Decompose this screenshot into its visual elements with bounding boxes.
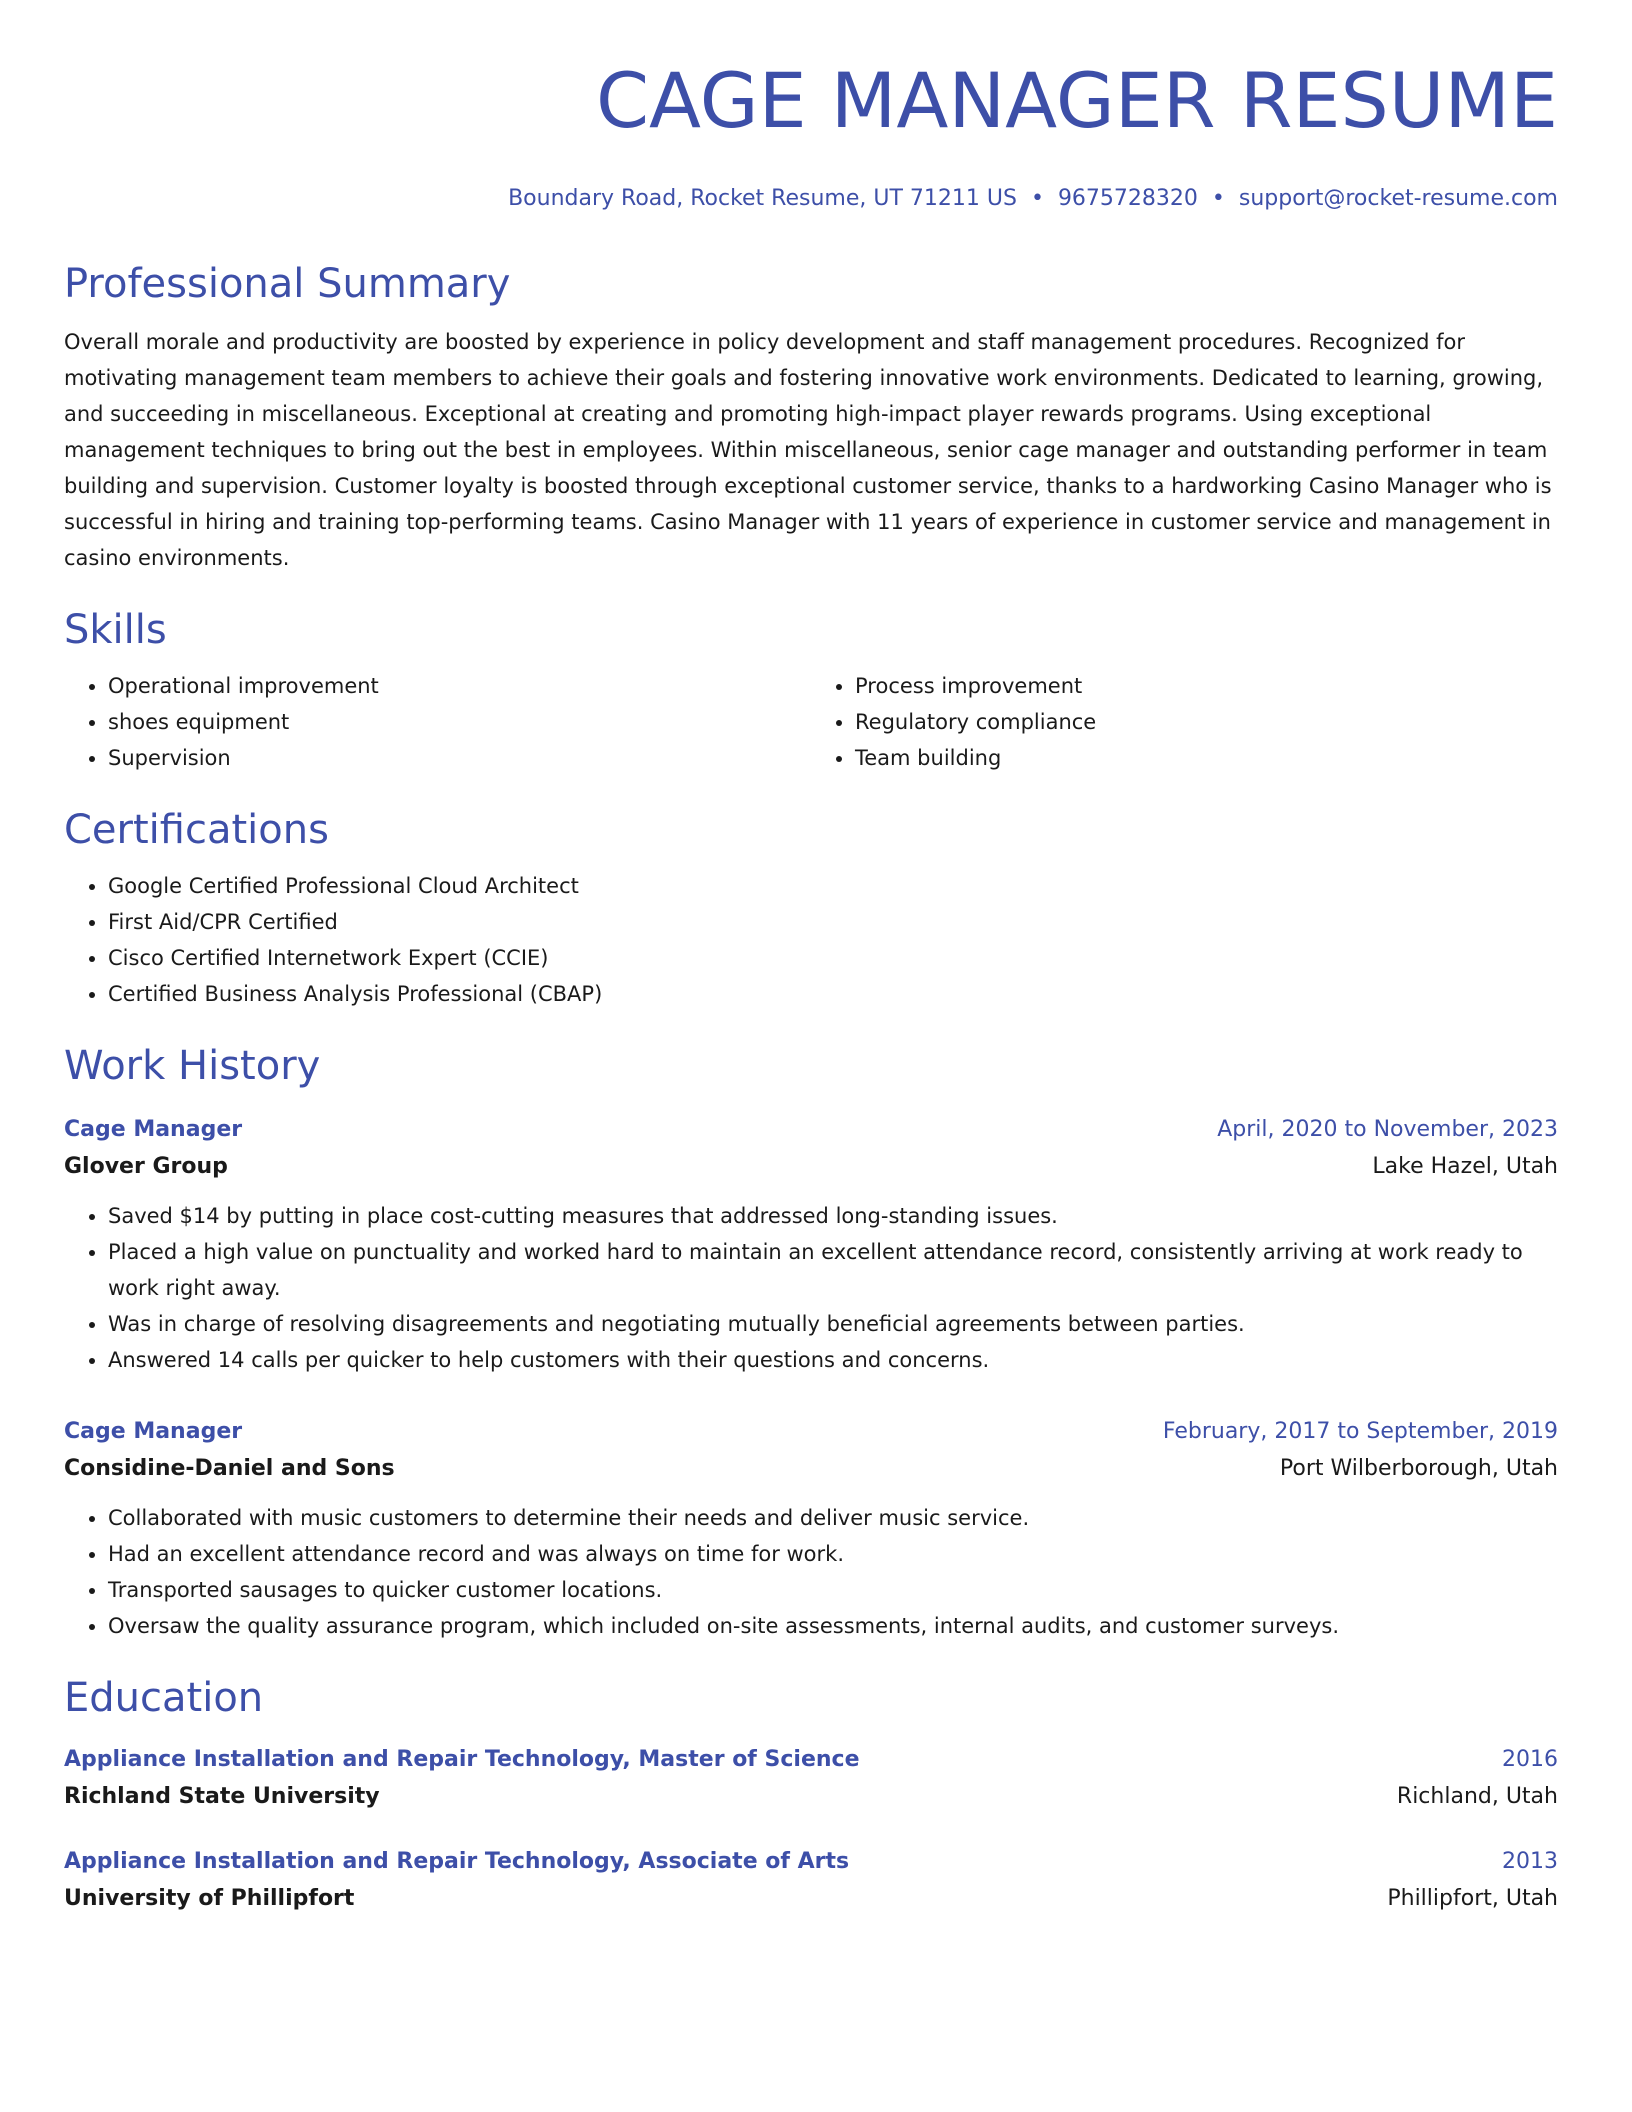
- contact-separator: •: [1030, 186, 1044, 211]
- skills-grid: [64, 668, 1558, 776]
- education-location: Phillipfort, Utah: [1387, 1886, 1558, 1911]
- education-entry: [64, 1844, 1558, 1918]
- job-title: Cage Manager: [64, 1117, 243, 1142]
- job-location: Lake Hazel, Utah: [1372, 1154, 1558, 1179]
- certifications-heading: Certifications: [64, 807, 329, 853]
- skill-item: • Operational improvement: [108, 668, 811, 704]
- summary-heading: Professional Summary: [64, 261, 511, 307]
- job-company-row: [64, 1450, 1558, 1488]
- certifications-list: [64, 868, 1558, 1012]
- job-company-row: [64, 1148, 1558, 1186]
- education-degree: Appliance Installation and Repair Technology, Associate of Arts: [64, 1849, 850, 1874]
- summary-text: Overall morale and productivity are boosted by experience in policy development and staff management procedures. Recognized for motivating management team members to achieve their goals and fostering innovative work environments. Dedicated to learning, growing, and succeeding in miscellaneous. Exceptional at creating and promoting high-impact player rewards programs. Using exceptional management techniques to bring out the best in employees. Within miscellaneous, senior cage manager and outstanding performer in team building and supervision. Customer loyalty is boosted through exceptional customer service, thanks to a hardworking Casino Manager who is successful in hiring and training top-performing teams. Casino Manager with 11 years of experience in customer service and management in casino environments.: [64, 330, 1552, 570]
- contact-line: [64, 184, 1558, 214]
- work-history-heading: Work History: [64, 1043, 321, 1089]
- job-location: Port Wilberborough, Utah: [1279, 1456, 1558, 1481]
- education-degree: Appliance Installation and Repair Technology, Master of Science: [64, 1747, 860, 1772]
- contact-phone: 9675728320: [1057, 186, 1198, 211]
- job-company: Considine-Daniel and Sons: [64, 1456, 395, 1481]
- education-heading: Education: [64, 1675, 264, 1721]
- job-bullet: • Transported sausages to quicker customer locations.: [108, 1572, 1558, 1608]
- job-title: Cage Manager: [64, 1419, 243, 1444]
- skills-list-right: [811, 668, 1558, 776]
- job-entry: [64, 1414, 1558, 1644]
- skills-list-left: [64, 668, 811, 776]
- education-location: Richland, Utah: [1396, 1784, 1558, 1809]
- certification-item: • Google Certified Professional Cloud Architect: [108, 868, 1558, 904]
- certification-item: • Certified Business Analysis Professional (CBAP): [108, 976, 1558, 1012]
- skill-item: • Team building: [855, 740, 1558, 776]
- job-entry: [64, 1112, 1558, 1378]
- skill-item: • Supervision: [108, 740, 811, 776]
- education-school-row: [64, 1880, 1558, 1918]
- contact-email: support@rocket-resume.com: [1238, 186, 1558, 211]
- education-degree-row: [64, 1844, 1558, 1880]
- job-bullet: • Was in charge of resolving disagreements and negotiating mutually beneficial agreements between parties.: [108, 1306, 1558, 1342]
- skill-item: • Process improvement: [855, 668, 1558, 704]
- skill-item: • Regulatory compliance: [855, 704, 1558, 740]
- education-school: University of Phillipfort: [64, 1886, 355, 1911]
- education-year: 2016: [1502, 1747, 1558, 1772]
- job-bullet: • Oversaw the quality assurance program, which included on-site assessments, internal audits, and customer surveys.: [108, 1608, 1558, 1644]
- job-company: Glover Group: [64, 1154, 228, 1179]
- job-bullet: • Saved $14 by putting in place cost-cutting measures that addressed long-standing issues.: [108, 1198, 1558, 1234]
- job-header-row: [64, 1414, 1558, 1450]
- job-bullet: • Answered 14 calls per quicker to help customers with their questions and concerns.: [108, 1342, 1558, 1378]
- contact-separator: •: [1211, 186, 1225, 211]
- education-year: 2013: [1502, 1849, 1558, 1874]
- certification-item: • First Aid/CPR Certified: [108, 904, 1558, 940]
- certification-item: • Cisco Certified Internetwork Expert (CCIE): [108, 940, 1558, 976]
- skill-item: • shoes equipment: [108, 704, 811, 740]
- resume-page: [64, 0, 1558, 1918]
- contact-address: Boundary Road, Rocket Resume, UT 71211 US: [508, 186, 1017, 211]
- job-bullet: • Had an excellent attendance record and was always on time for work.: [108, 1536, 1558, 1572]
- job-bullet: • Collaborated with music customers to determine their needs and deliver music service.: [108, 1500, 1558, 1536]
- job-bullet: • Placed a high value on punctuality and worked hard to maintain an excellent attendance record, consistently arriving at work ready to work right away.: [108, 1234, 1558, 1306]
- certifications-section: [64, 806, 1558, 1012]
- work-history-section: [64, 1042, 1558, 1644]
- education-entry: [64, 1742, 1558, 1816]
- education-section: [64, 1674, 1558, 1918]
- job-header-row: [64, 1112, 1558, 1148]
- job-dates: April, 2020 to November, 2023: [1217, 1117, 1558, 1142]
- skills-section: [64, 606, 1558, 776]
- job-dates: February, 2017 to September, 2019: [1162, 1419, 1558, 1444]
- skills-heading: Skills: [64, 607, 167, 653]
- education-school: Richland State University: [64, 1784, 380, 1809]
- job-bullets: [64, 1198, 1558, 1378]
- education-school-row: [64, 1778, 1558, 1816]
- education-degree-row: [64, 1742, 1558, 1778]
- job-bullets: [64, 1500, 1558, 1644]
- resume-title: CAGE MANAGER RESUME: [595, 56, 1558, 145]
